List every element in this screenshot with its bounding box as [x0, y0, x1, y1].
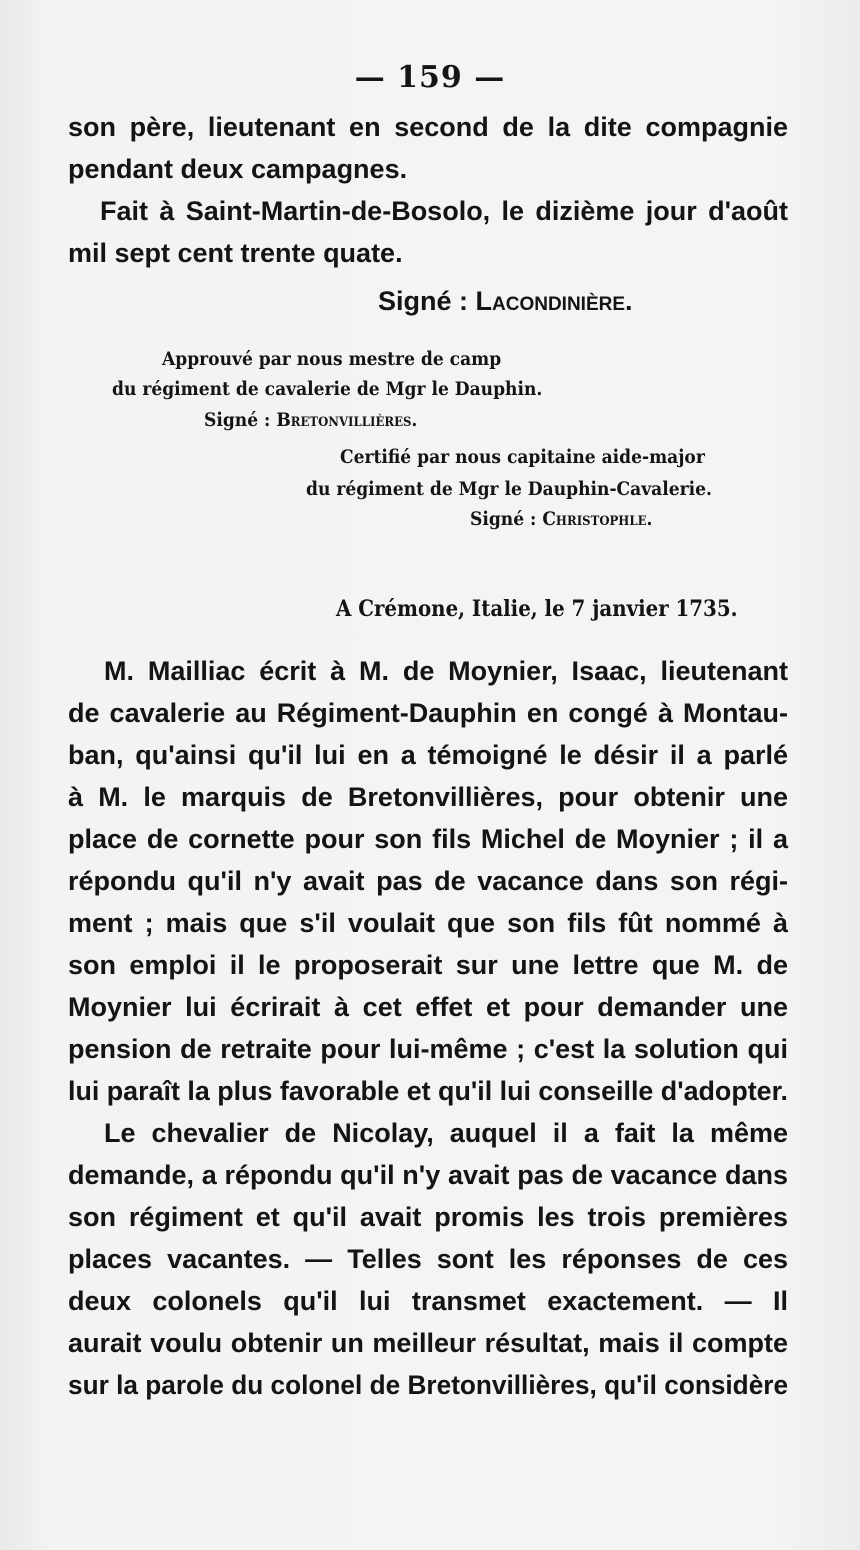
text-line: sur la parole du colonel de Bretonvillières, qu'il considère — [68, 1370, 789, 1400]
signature-prefix: Signé : — [204, 409, 277, 431]
text-line: place de cornette pour son fils Michel de Moynier ; il a — [68, 824, 788, 854]
text-line: répondu qu'il n'y avait pas de vacance dans son régi- — [68, 866, 788, 896]
place-date: A Crémone, Italie, le 7 janvier 1735. — [336, 596, 738, 622]
text-line: son emploi il le proposerait sur une lettre que M. de — [68, 950, 788, 980]
text-line: Moynier lui écrirait à cet effet et pour demander une — [68, 992, 788, 1022]
text-line: deux colonels qu'il lui transmet exactement. — Il — [68, 1286, 788, 1316]
text-line: à M. le marquis de Bretonvillières, pour obtenir une — [68, 782, 788, 812]
text-line: mil sept cent trente quate. — [68, 238, 403, 268]
signature-prefix: Signé : — [378, 286, 476, 316]
text-line: son régiment et qu'il avait promis les trois premières — [68, 1202, 788, 1232]
text-line: lui paraît la plus favorable et qu'il lui conseille d'adopter. — [68, 1076, 789, 1106]
text-line: pendant deux campagnes. — [68, 154, 408, 184]
signature-name: Christophle. — [542, 508, 653, 530]
certification-line: Certifié par nous capitaine aide-major — [340, 446, 705, 468]
approval-line: du régiment de cavalerie de Mgr le Dauphin. — [112, 378, 543, 400]
signature-lacondiniere — [378, 286, 633, 317]
text-line: demande, a répondu qu'il n'y avait pas de vacance dans — [68, 1160, 788, 1190]
text-line: son père, lieutenant en second de la dite compagnie — [68, 112, 788, 142]
text-line: M. Mailliac écrit à M. de Moynier, Isaac, lieutenant — [104, 656, 788, 686]
text-line: ban, qu'ainsi qu'il lui en a témoigné le désir il a parlé — [68, 740, 788, 770]
approval-line: Approuvé par nous mestre de camp — [162, 348, 502, 370]
signature-prefix: Signé : — [470, 508, 543, 530]
text-line: de cavalerie au Régiment-Dauphin en congé à Montau- — [68, 698, 788, 728]
page-number: — 159 — — [354, 60, 506, 95]
certification-line: du régiment de Mgr le Dauphin-Cavalerie. — [306, 478, 712, 500]
signature-christophle — [470, 508, 652, 530]
signature-name: Bretonvillières. — [276, 409, 418, 431]
text-line: places vacantes. — Telles sont les réponses de ces — [68, 1244, 788, 1274]
text-line: Le chevalier de Nicolay, auquel il a fait la même — [104, 1118, 788, 1148]
text-line: aurait voulu obtenir un meilleur résultat, mais il compte — [68, 1328, 788, 1358]
text-line: pension de retraite pour lui-même ; c'est la solution qui — [68, 1034, 788, 1064]
signature-name: Lacondinière. — [475, 286, 633, 316]
text-line: ment ; mais que s'il voulait que son fils fût nommé à — [68, 908, 788, 938]
signature-bretonvillieres — [204, 409, 417, 431]
text-line: Fait à Saint-Martin-de-Bosolo, le dizième jour d'août — [100, 196, 788, 226]
